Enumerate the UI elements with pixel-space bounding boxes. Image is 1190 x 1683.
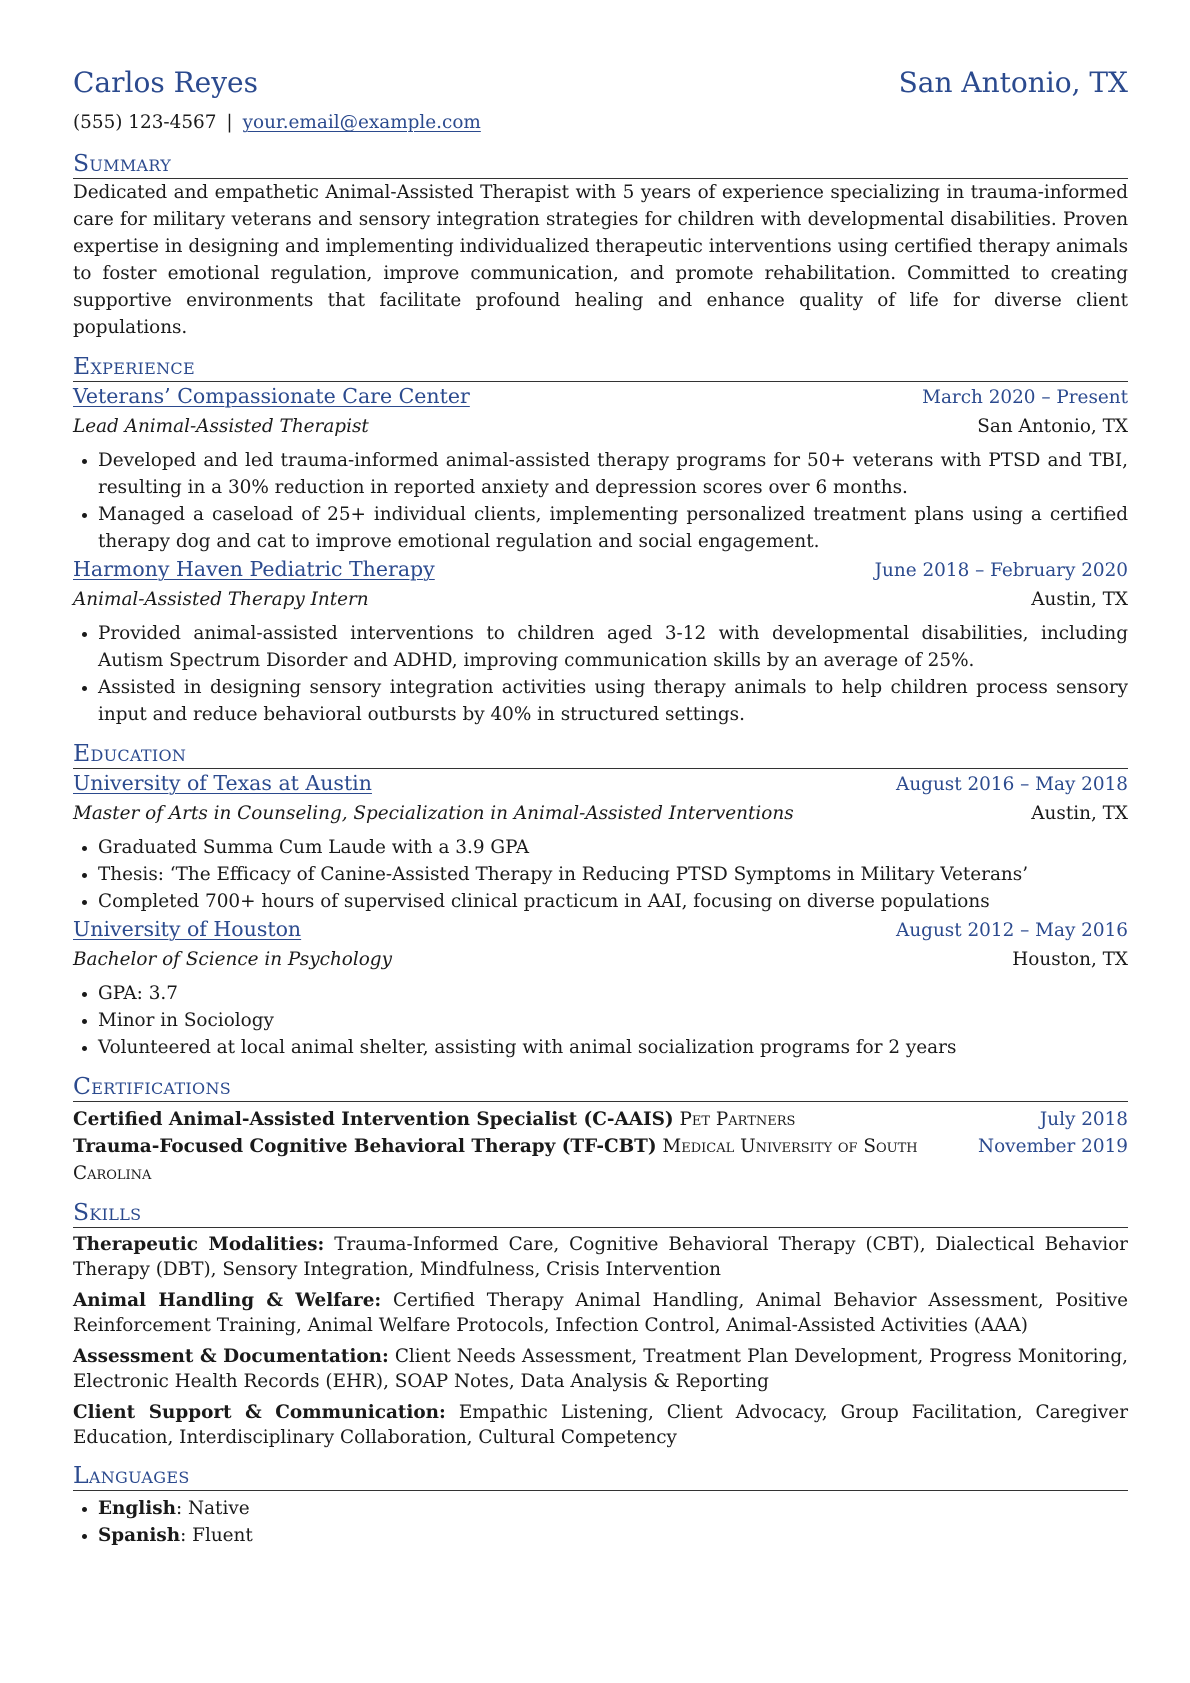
- education-detail-item: • Minor in Sociology: [98, 1007, 1128, 1034]
- candidate-location: San Antonio, TX: [898, 66, 1128, 99]
- education-detail-item: • Volunteered at local animal shelter, assisting with animal socialization programs for 2 years: [98, 1034, 1128, 1061]
- education-dates: August 2012 – May 2016: [896, 920, 1128, 941]
- job-title: Lead Animal-Assisted Therapist: [73, 416, 369, 437]
- certification-item: [73, 1106, 1128, 1133]
- candidate-name: Carlos Reyes: [73, 66, 258, 99]
- skill-group: [73, 1344, 1128, 1394]
- education-detail-list: [73, 980, 1128, 1061]
- skill-group-items: Certified Therapy Animal Handling, Animal Behavior Assessment, Positive Reinforcement Training, Animal Welfare Protocols, Infection Control, Animal-Assisted Activities (AAA): [73, 1290, 1128, 1336]
- summary-text: Dedicated and empathetic Animal-Assisted Therapist with 5 years of experience specializing in trauma-informed care for military veterans and sensory integration strategies for children with developmental disabilities. Proven expertise in designing and implementing individualized therapeutic interventions using certified therapy animals to foster emotional regulation, improve communication, and promote rehabilitation. Committed to creating supportive environments that facilitate profound healing and enhance quality of life for diverse client populations.: [73, 182, 1128, 338]
- certification-list: [73, 1106, 1128, 1187]
- job-title: Animal-Assisted Therapy Intern: [73, 589, 369, 610]
- phone-number: (555) 123-4567: [73, 112, 217, 133]
- education-entry: [73, 769, 1128, 915]
- employment-dates: March 2020 – Present: [922, 387, 1128, 408]
- section-title-languages: Languages: [73, 1460, 1128, 1491]
- certification-item: [73, 1133, 1128, 1187]
- certification-date: July 2018: [1039, 1109, 1128, 1130]
- achievement-item: • Assisted in designing sensory integration activities using therapy animals to help children process sensory input and reduce behavioral outbursts by 40% in structured settings.: [98, 674, 1128, 728]
- language-level: : Fluent: [180, 1525, 253, 1546]
- job-location: San Antonio, TX: [977, 416, 1128, 437]
- section-title-skills: Skills: [73, 1197, 1128, 1228]
- certification-date: November 2019: [978, 1136, 1128, 1157]
- education-detail-item: • GPA: 3.7: [98, 980, 1128, 1007]
- degree: Bachelor of Science in Psychology: [73, 949, 392, 970]
- language-level: : Native: [175, 1498, 250, 1519]
- certification-issuer: Pet Partners: [679, 1109, 796, 1130]
- education-detail-item: • Thesis: ‘The Efficacy of Canine-Assisted Therapy in Reducing PTSD Symptoms in Military Veterans’: [98, 861, 1128, 888]
- skill-group-items: Client Needs Assessment, Treatment Plan Development, Progress Monitoring, Electronic Health Records (EHR), SOAP Notes, Data Analysis & Reporting: [73, 1346, 1128, 1392]
- education-entry: [73, 915, 1128, 1061]
- achievement-list: [73, 620, 1128, 728]
- skill-group: [73, 1232, 1128, 1282]
- certification-name: Certified Animal-Assisted Intervention Specialist (C-AAIS): [73, 1109, 674, 1130]
- education-detail-list: [73, 834, 1128, 915]
- job-location: Austin, TX: [1031, 589, 1128, 610]
- education-detail-item: • Graduated Summa Cum Laude with a 3.9 GPA: [98, 834, 1128, 861]
- school-link[interactable]: University of Houston: [73, 917, 302, 941]
- section-title-summary: Summary: [73, 148, 1128, 179]
- education-detail-item: • Completed 700+ hours of supervised clinical practicum in AAI, focusing on diverse populations: [98, 888, 1128, 915]
- achievement-item: • Provided animal-assisted interventions to children aged 3-12 with developmental disabilities, including Autism Spectrum Disorder and ADHD, improving communication skills by an average of 25%.: [98, 620, 1128, 674]
- language-item: [98, 1522, 1128, 1549]
- school-location: Houston, TX: [1012, 949, 1128, 970]
- certification-issuer: Medical University of South Carolina: [73, 1136, 918, 1184]
- skill-group-label: Assessment & Documentation:: [73, 1346, 389, 1367]
- achievement-item: • Developed and led trauma-informed animal-assisted therapy programs for 50+ veterans with PTSD and TBI, resulting in a 30% reduction in reported anxiety and depression scores over 6 months.: [98, 447, 1128, 501]
- achievement-item: • Managed a caseload of 25+ individual clients, implementing personalized treatment plans using a certified therapy dog and cat to improve emotional regulation and social engagement.: [98, 501, 1128, 555]
- employment-dates: June 2018 – February 2020: [874, 560, 1128, 581]
- experience-entry: [73, 382, 1128, 555]
- section-title-experience: Experience: [73, 351, 1128, 382]
- contact-separator: |: [226, 112, 233, 133]
- skill-group: [73, 1400, 1128, 1450]
- education-dates: August 2016 – May 2018: [896, 774, 1128, 795]
- section-title-education: Education: [73, 738, 1128, 769]
- skill-group-items: Empathic Listening, Client Advocacy, Group Facilitation, Caregiver Education, Interdisciplinary Collaboration, Cultural Competency: [73, 1402, 1128, 1448]
- employer-link[interactable]: Harmony Haven Pediatric Therapy: [73, 557, 435, 581]
- skills-section: [73, 1232, 1128, 1450]
- experience-entry: [73, 555, 1128, 728]
- skill-group-label: Client Support & Communication:: [73, 1402, 446, 1423]
- school-link[interactable]: University of Texas at Austin: [73, 771, 372, 795]
- school-location: Austin, TX: [1031, 803, 1128, 824]
- email-link[interactable]: your.email@example.com: [242, 112, 481, 133]
- summary-section: [73, 179, 1128, 341]
- language-name: Spanish: [98, 1525, 181, 1546]
- resume-header: [73, 58, 1128, 108]
- employer-link[interactable]: Veterans’ Compassionate Care Center: [73, 384, 470, 408]
- language-name: English: [98, 1498, 176, 1519]
- skill-group-label: Animal Handling & Welfare:: [73, 1290, 382, 1311]
- language-item: [98, 1495, 1128, 1522]
- degree: Master of Arts in Counseling, Specialization in Animal-Assisted Interventions: [73, 803, 794, 824]
- certification-name: Trauma-Focused Cognitive Behavioral Therapy (TF-CBT): [73, 1136, 657, 1157]
- skill-group-label: Therapeutic Modalities:: [73, 1234, 325, 1255]
- resume-page: [73, 58, 1128, 1549]
- achievement-list: [73, 447, 1128, 555]
- skill-group-items: Trauma-Informed Care, Cognitive Behavioral Therapy (CBT), Dialectical Behavior Therapy (DBT), Sensory Integration, Mindfulness, Crisis Intervention: [73, 1234, 1128, 1280]
- contact-line: [73, 108, 1128, 138]
- language-list: [73, 1495, 1128, 1549]
- skill-group: [73, 1288, 1128, 1338]
- section-title-certifications: Certifications: [73, 1071, 1128, 1102]
